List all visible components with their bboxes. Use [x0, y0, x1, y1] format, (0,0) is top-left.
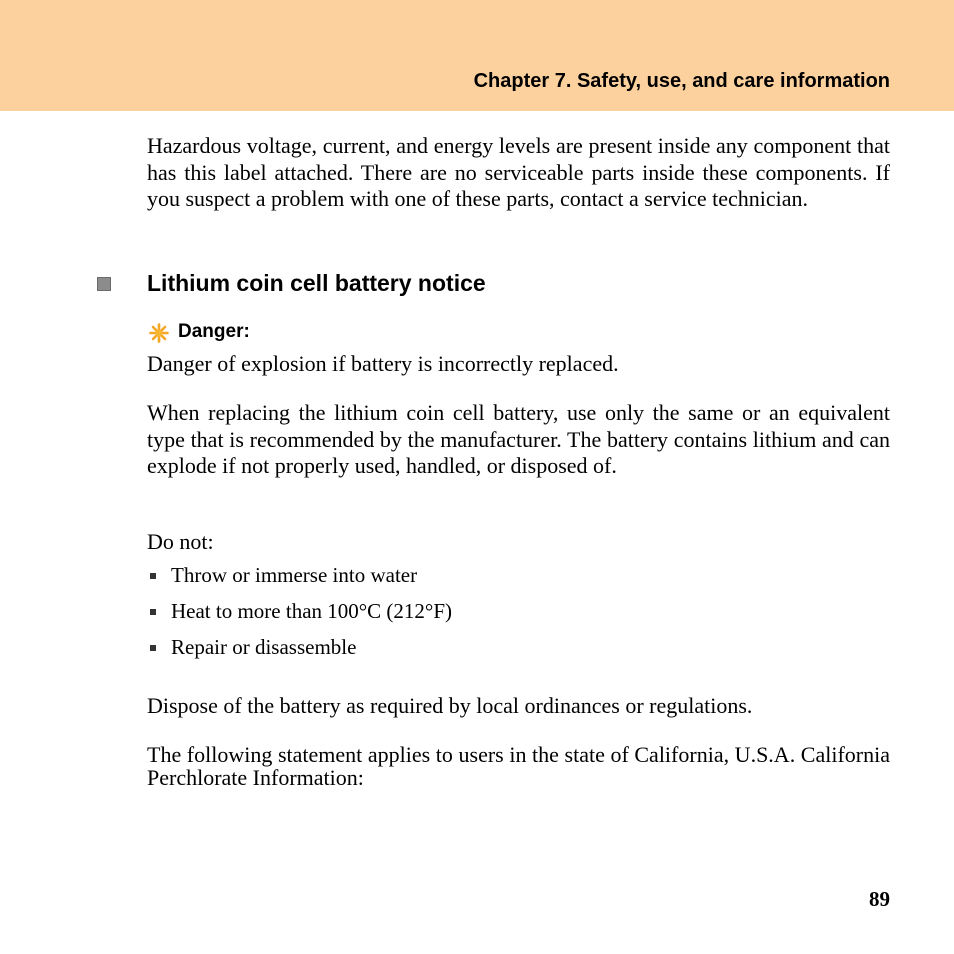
chapter-header-band: [0, 0, 954, 111]
california-paragraph: The following statement applies to users in the state of California, U.S.A. California Perchlorate Information:: [147, 742, 890, 790]
list-item-text: Heat to more than 100°C (212°F): [171, 599, 452, 623]
chapter-title: Chapter 7. Safety, use, and care information: [473, 70, 890, 92]
section-heading: Lithium coin cell battery notice: [147, 270, 486, 296]
dispose-paragraph: Dispose of the battery as required by local ordinances or regulations.: [147, 693, 753, 718]
page-number: 89: [869, 887, 890, 911]
bullet-square-icon: [150, 645, 156, 651]
danger-text: Danger of explosion if battery is incorrectly replaced.: [147, 351, 619, 376]
replacement-paragraph: When replacing the lithium coin cell battery, use only the same or an equivalent type that is recommended by the manufacturer. The battery contains lithium and can explode if not properly used, handled, or disposed of.: [147, 400, 890, 478]
danger-burst-icon: [149, 323, 169, 343]
do-not-label: Do not:: [147, 529, 214, 554]
bullet-square-icon: [150, 573, 156, 579]
section-bullet-icon: [97, 277, 111, 291]
intro-paragraph: Hazardous voltage, current, and energy levels are present inside any component that has this label attached. There are no serviceable parts inside these components. If you suspect a problem with one of these parts, contact a service technician.: [147, 133, 890, 211]
list-item-text: Throw or immerse into water: [171, 563, 418, 587]
list-item-text: Repair or disassemble: [171, 635, 357, 659]
bullet-square-icon: [150, 609, 156, 615]
danger-label: Danger:: [178, 321, 250, 342]
